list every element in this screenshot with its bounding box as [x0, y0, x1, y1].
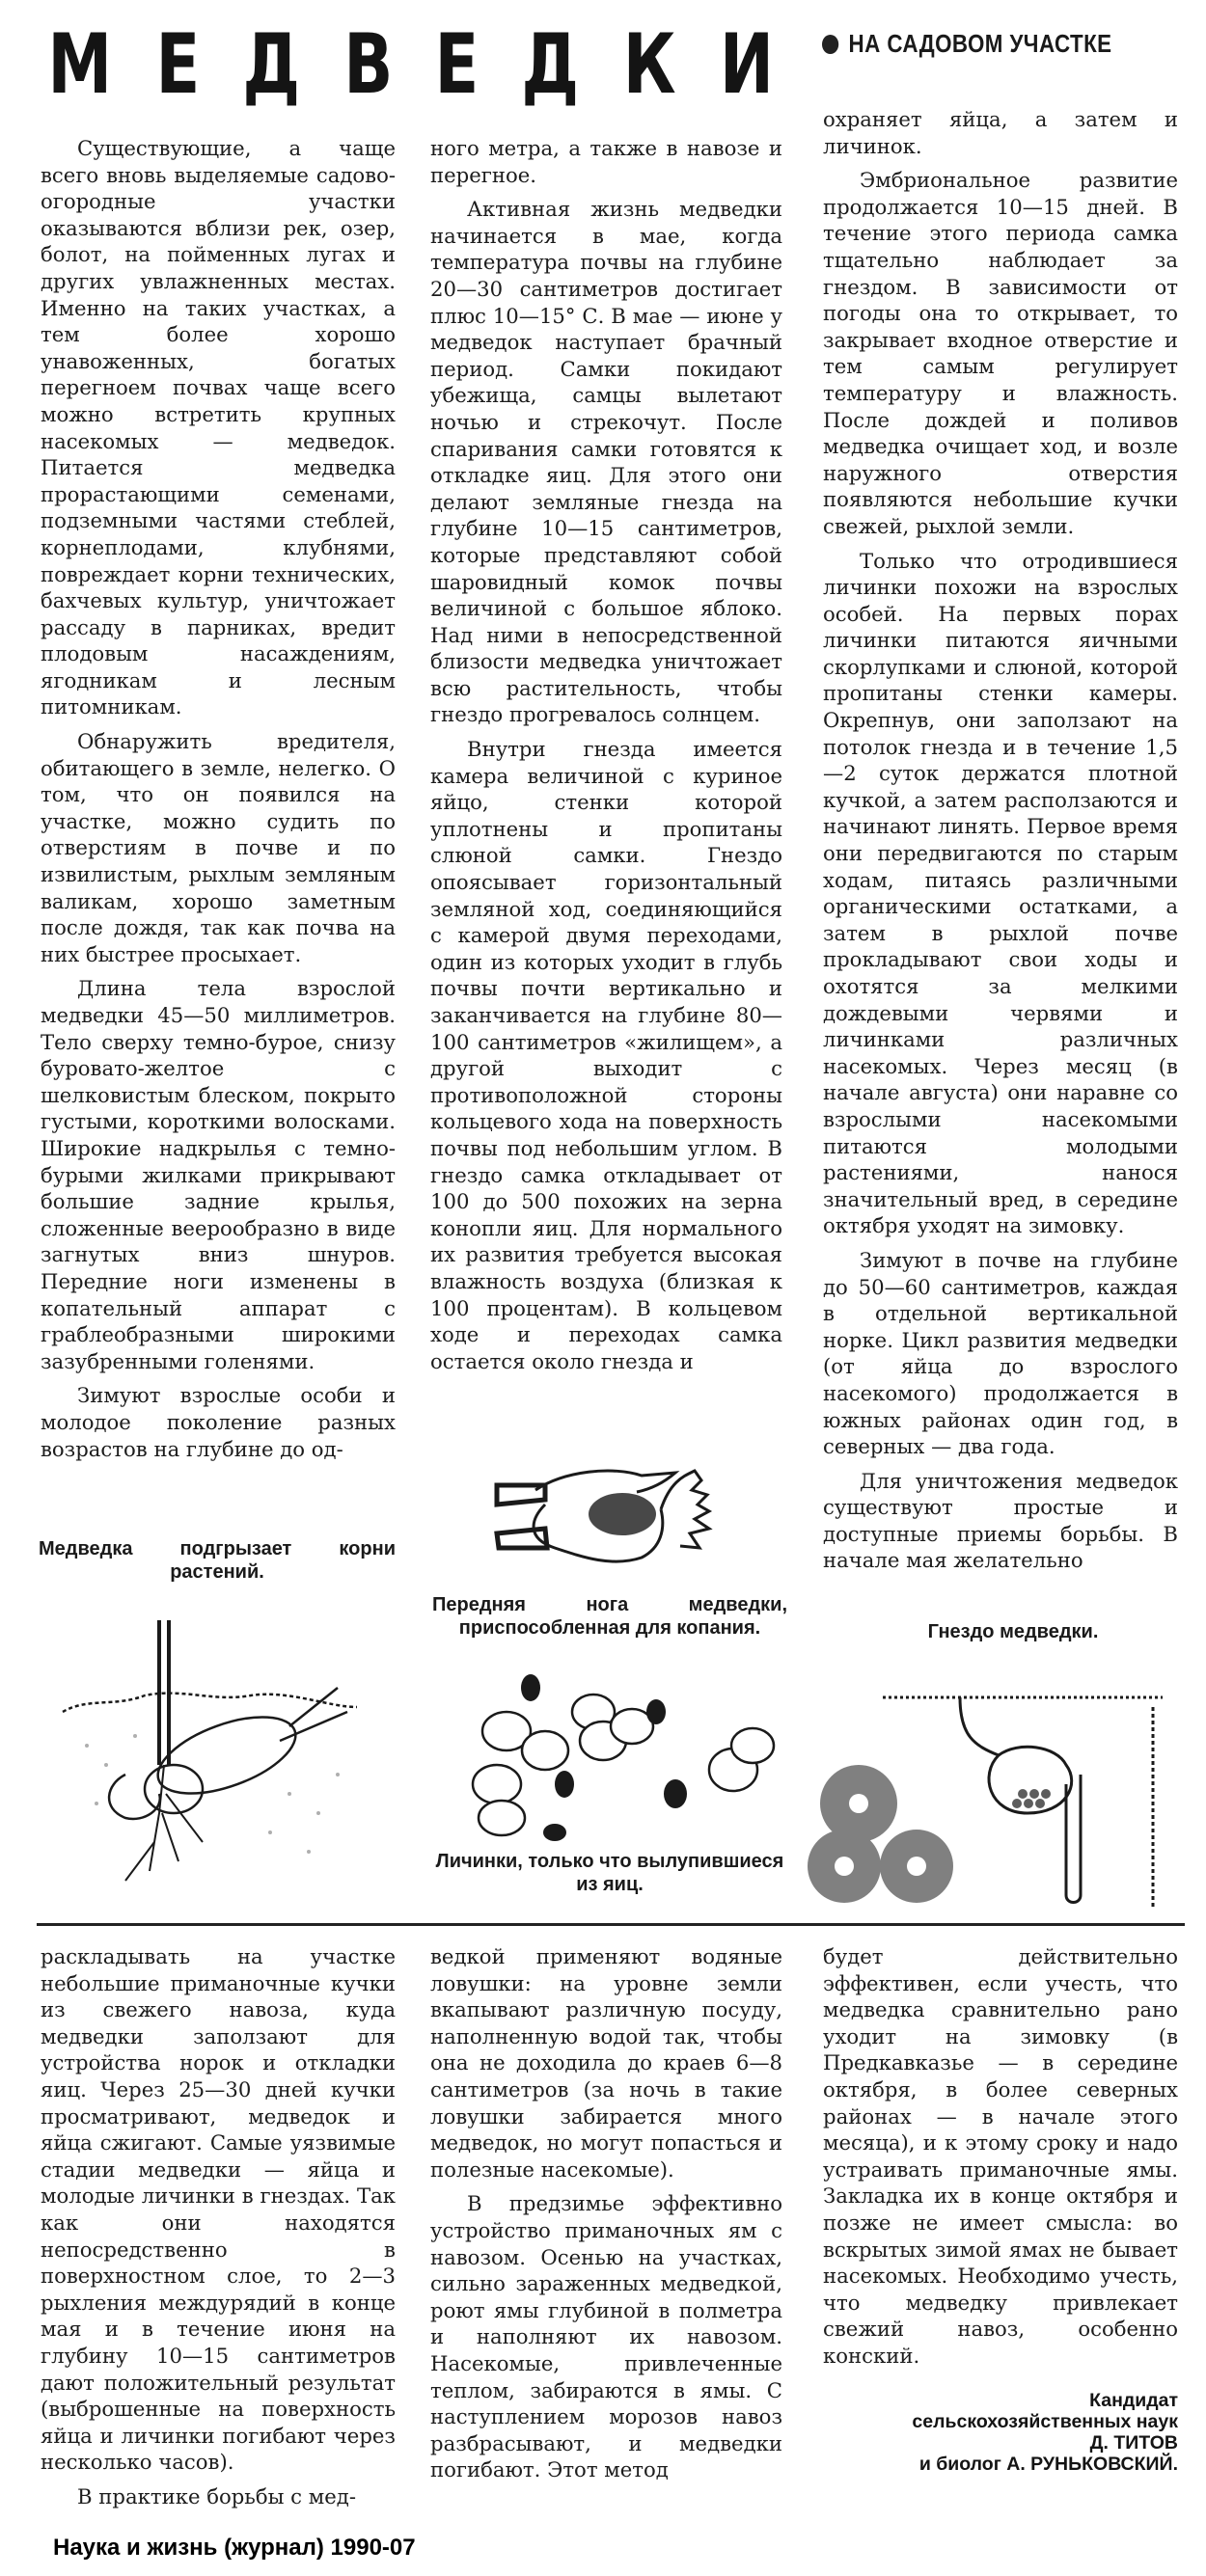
author-degree: Кандидат [1089, 2390, 1178, 2411]
article-paragraph: раскладывать на участке небольшие приманочные кучки из свежего навоза, куда медведки заползают для устройства норок и откладки яиц. Через 25—30 дней кучки просматривают, медведок и яйца сжигают. Самые уязвимые стадии медведки — яйца и молодые личинки в гнездах. Так как они находятся непосредственно в поверхностном слое, то 2—3 рыхления междурядий в конце мая и в течение июня на глубину 10—15 сантиметров дают положительный результат (выброшенные на поверхность яйца и личинки погибают через несколько часов). [41, 1944, 396, 2475]
article-title [39, 16, 781, 113]
article-paragraph: охраняет яйца, а затем и личинок. [823, 107, 1178, 158]
article-paragraph: Обнаружить вредителя, обитающего в земле, нелегко. О том, что он появился на участке, можно судить по отверстиям в почве и по извилистым, рыхлым земляным валикам, хорошо заметным после дождя, так как почва на них быстрее просыхает. [41, 729, 396, 966]
title-letter: К [623, 16, 676, 113]
mole-cricket-foreleg-illustration [478, 1451, 738, 1577]
article-paragraph: Только что отродившиеся личинки похожи на взрослых особей. На первых порах личинки питаются яичными скорлупками и слюной, которой пропитаны стенки камеры. Окрепнув, они заползают на потолок гнезда и в течение 1,5—2 суток держатся плотной кучкой, а затем расползаются и начинают линять. Первое время они передвигаются по старым ходам, питаясь различными органическими остатками, а затем в рыхлой почве прокладывают свои ходы и охотятся за мелкими дождевыми червями и личинками различных насекомых. Через месяц (в начале августа) они наравне со взрослыми насекомыми питаются молодыми растениями, нанося значительный вред, в середине октября уходят на зимовку. [823, 548, 1178, 1238]
title-letter: И [719, 16, 775, 113]
author-name-2: и биолог А. РУНЬКОВСКИЙ. [918, 2454, 1178, 2475]
article-bottom-column-2 [430, 1943, 782, 2491]
article-paragraph: ного метра, а также в навозе и перегное. [430, 136, 782, 187]
article-paragraph: Для уничтожения медведок существуют простые и доступные приемы борьбы. В начале мая желательно [823, 1468, 1178, 1573]
hatched-larvae-illustration [453, 1673, 801, 1847]
article-paragraph: Зимуют в почве на глубине до 50—60 сантиметров, каждая в отдельной вертикальной норке. Цикл развития медведки (от яйца до взрослого насекомого) продолжается в южных районах один год, в северных — два года. [823, 1247, 1178, 1459]
section-rubric [822, 29, 1112, 59]
article-paragraph: Внутри гнезда имеется камера величиной с куриное яйцо, стенки которой уплотнены и пропитаны слюной самки. Гнездо опоясывает горизонтальный земляной ход, соединяющийся с камерой двумя переходами, один из которых уходит в глубь почвы почти вертикально и заканчивается на глубине 80—100 сантиметров «жилищем», а другой выходит с противоположной стороны кольцевого хода на поверхность почвы под небольшим углом. В гнездо самка откладывает от 100 до 500 похожих на зерна конопли яиц. Для нормального их развития требуется высокая влажность воздуха (близкая к 100 процентам). В кольцевом ходе и переходах самка остается около гнезда и [430, 737, 782, 1373]
title-letter: Д [521, 16, 580, 113]
article-paragraph: Зимуют взрослые особи и молодое поколение разных возрастов на глубине до од- [41, 1383, 396, 1461]
article-paragraph: будет действительно эффективен, если учесть, что медведка сравнительно рано уходит на зимовку (в Предкавказье — в середине октября, в более северных районах — в начале этого месяца), и к этому сроку и надо устраивать приманочные ямы. Закладка их в конце октября и позже не имеет смысла: во вскрытых зимой ямах не бывает насекомых. Необходимо учесть, что медведку привлекает свежий навоз, особенно конский. [823, 1944, 1178, 2368]
mole-cricket-nest-illustration [806, 1640, 1177, 1919]
article-bottom-column-3 [823, 1943, 1178, 2377]
title-letter: М [47, 16, 113, 113]
article-column-1 [41, 135, 396, 1470]
article-paragraph: Активная жизнь медведки начинается в мае, когда температура почвы на глубине 20—30 сантиметров достигает плюс 10—15° С. В мае — июне у медведок наступает брачный период. Самки покидают убежища, самцы вылетают ночью и стрекочут. После спаривания самки готовятся к откладке яиц. Для этого они делают земляные гнезда на глубине 10—15 сантиметров, которые представляют собой шаровидный комок почвы величиной с большое яблоко. Над ними в непосредственной близости медведка уничтожает всю растительность, чтобы гнездо прогревалось солнцем. [430, 197, 782, 727]
article-paragraph: Эмбриональное развитие продолжается 10—15 дней. В течение этого периода самка тщательно наблюдает за гнездом. В зависимости от погоды она то открывает, то закрывает входное отверстие и тем самым регулирует температуру и влажность. После дождей и поливов медведка очищает ход, и возле наружного отверстия появляются небольшие кучки свежей, рыхлой земли. [823, 168, 1178, 538]
figure-caption-nest: Гнездо медведки. [927, 1621, 1099, 1642]
bullet-circle-icon [822, 35, 838, 54]
article-bottom-column-1 [41, 1943, 396, 2517]
title-letter: Е [155, 16, 201, 113]
author-signature [823, 2390, 1178, 2475]
article-column-2 [430, 135, 782, 1382]
author-name-1: Д. ТИТОВ [1089, 2432, 1178, 2454]
article-paragraph: В предзимье эффективно устройство приманочных ям с навозом. Осенью на участках, сильно зараженных медведкой, роют ямы глубиной в полметра и наполняют их навозом. Насекомые, привлеченные теплом, забираются в ямы. С наступлением морозов навоз разбрасывают, и медведки погибают. Этот метод [430, 2191, 782, 2482]
article-paragraph: Длина тела взрослой медведки 45—50 миллиметров. Тело сверху темно-бурое, снизу буровато-желтое с шелковистым блеском, покрыто густыми, короткими волосками. Широкие надкрылья с темно-бурыми жилками прикрывают большие задние крылья, сложенные веерообразно в виде загнутых вниз шнуров. Передние ноги изменены в копательный аппарат с граблеобразными широкими зазубренными голенями. [41, 976, 396, 1373]
title-letter: В [343, 16, 394, 113]
figure-caption-foreleg: Передняя нога медведки, приспособленная для копания. [432, 1594, 787, 1639]
title-letter: Е [434, 16, 480, 113]
title-letter: Д [242, 16, 301, 113]
figure-caption-larvae: Личинки, только что вылупившиеся из яиц. [435, 1851, 784, 1895]
source-citation: Наука и жизнь (журнал) 1990-07 [53, 2535, 416, 2561]
author-degree-field: сельскохозяйственных наук [912, 2411, 1178, 2432]
article-paragraph: В практике борьбы с мед- [77, 2483, 357, 2508]
figure-caption-roots: Медведка подгрызает корни растений. [39, 1538, 396, 1583]
mole-cricket-gnawing-roots-illustration [48, 1620, 367, 1910]
article-column-3 [823, 106, 1178, 1582]
rubric-label: НА САДОВОМ УЧАСТКЕ [848, 29, 1112, 58]
article-paragraph: Существующие, а чаще всего вновь выделяемые садово-огородные участки оказываются вблизи рек, озер, болот, на пойменных лугах и других увлажненных местах. Именно на таких участках, а тем более хорошо унавоженных, богатых перегноем почвах чаще всего можно встретить крупных насекомых — медведок. Питается медведка прорастающими семенами, подземными частями стеблей, корнеплодами, клубнями, повреждает корни технических, бахчевых культур, уничтожает рассаду в парниках, вредит плодовым насаждениям, ягодникам и лесным питомникам. [41, 136, 396, 719]
article-paragraph: ведкой применяют водяные ловушки: на уровне земли вкапывают различную посуду, наполненную водой так, чтобы она не доходила до краев 6—8 сантиметров (за ночь в такие ловушки забирается много медведок, но могут попасться и полезные насекомые). [430, 1944, 782, 2182]
section-divider [37, 1923, 1185, 1926]
